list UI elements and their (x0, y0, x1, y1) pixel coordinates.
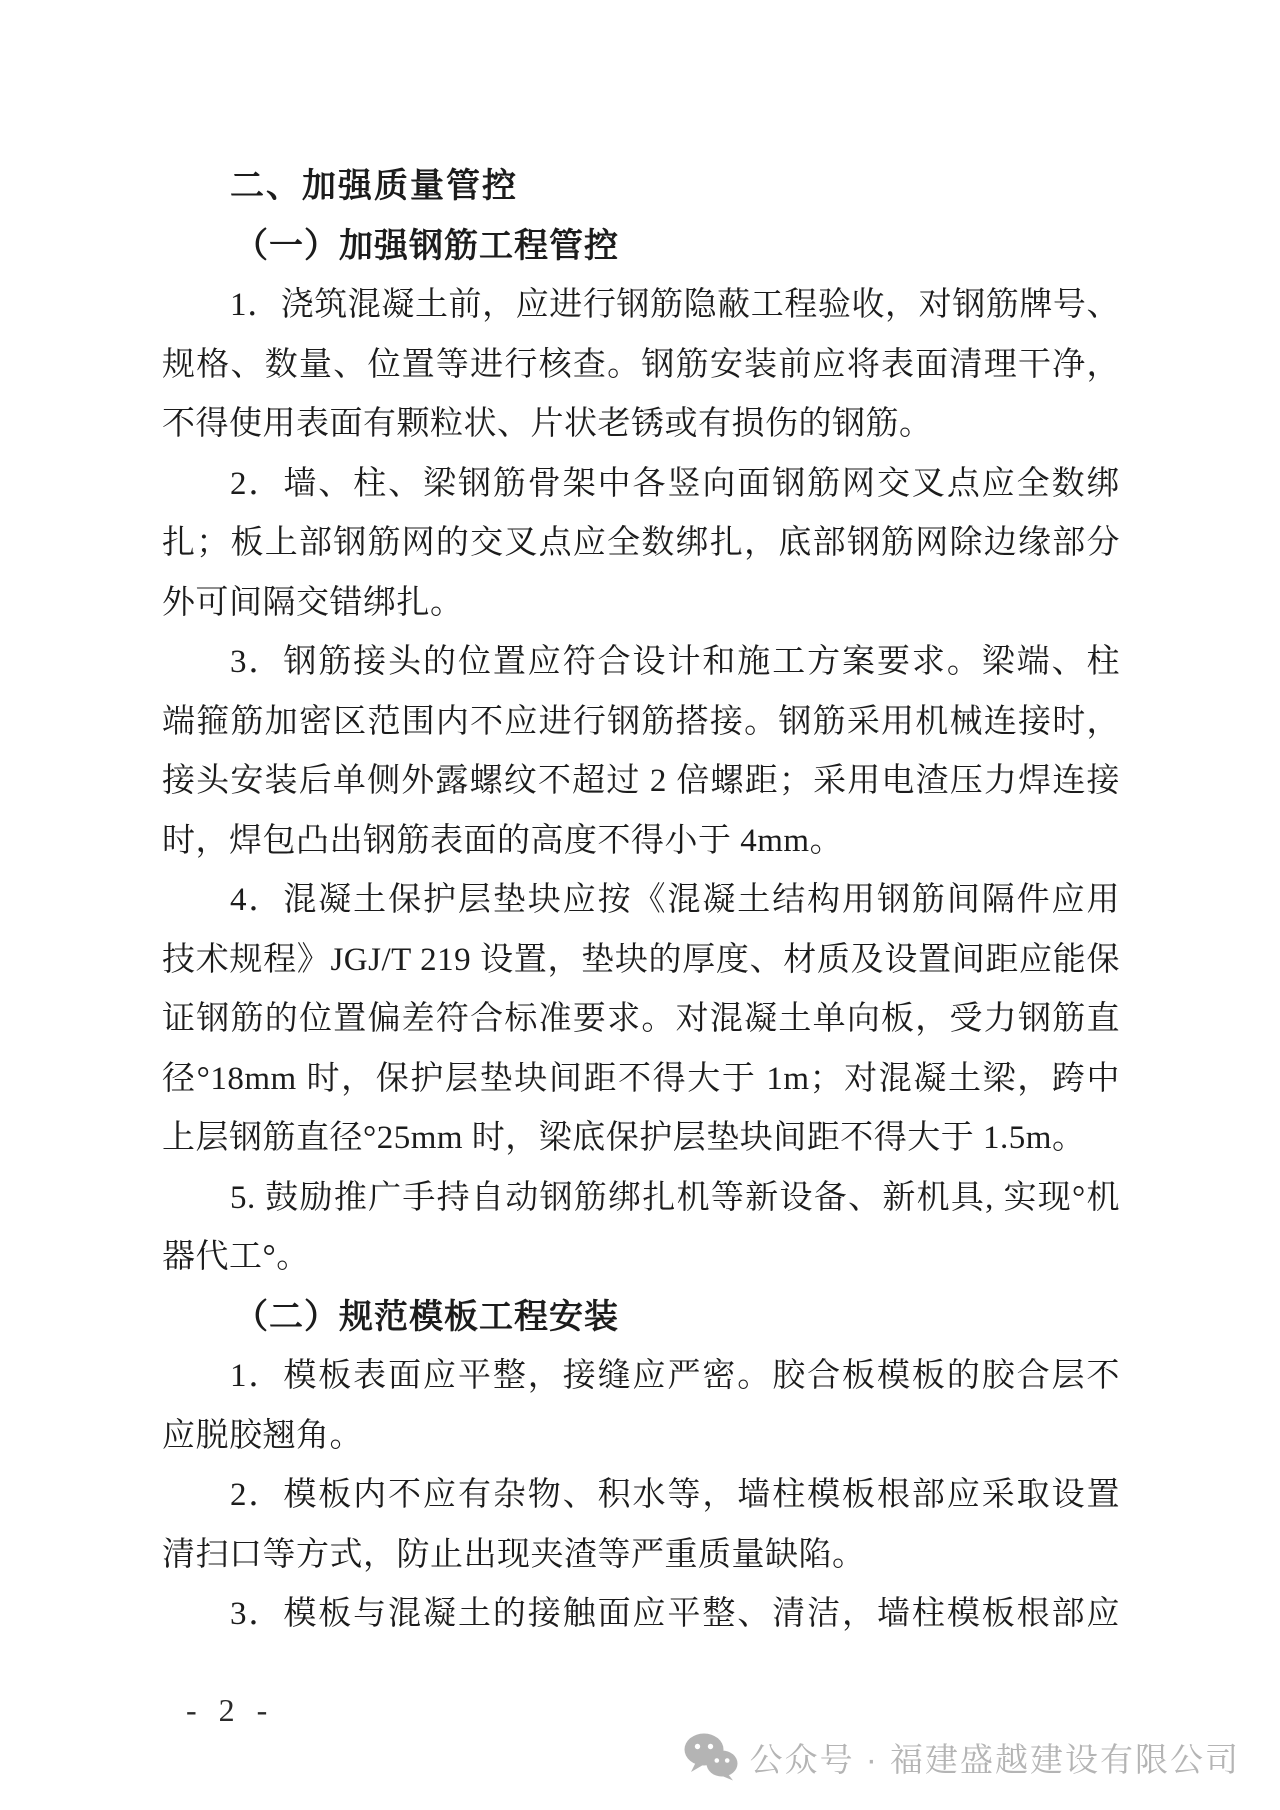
paragraph-line: 3．钢筋接头的位置应符合设计和施工方案要求。梁端、柱 (230, 644, 1120, 680)
watermark-text: 公众号 · 福建盛越建设有限公司 (749, 1740, 1240, 1778)
paragraph-line: 器代工°。 (162, 1239, 310, 1275)
paragraph-line: 扎；板上部钢筋网的交叉点应全数绑扎，底部钢筋网除边缘部分 (162, 525, 1120, 561)
document-body (162, 157, 1120, 1645)
paragraph-line: 3．模板与混凝土的接触面应平整、清洁，墙柱模板根部应 (230, 1596, 1120, 1632)
paragraph-line: 2．模板内不应有杂物、积水等，墙柱模板根部应采取设置 (230, 1477, 1120, 1513)
paragraph-line: 规格、数量、位置等进行核查。钢筋安装前应将表面清理干净， (162, 346, 1120, 383)
paragraph-line: 外可间隔交错绑扎。 (162, 584, 464, 621)
watermark (684, 1733, 1240, 1781)
paragraph-line: 5. 鼓励推广手持自动钢筋绑扎机等新设备、新机具, 实现°机 (230, 1179, 1120, 1216)
paragraph-line: 应脱胶翘角。 (162, 1417, 363, 1454)
main-heading: 二、加强质量管控 (230, 167, 518, 205)
subsection-1-heading: （一）加强钢筋工程管控 (234, 226, 619, 265)
subsection-2-heading: （二）规范模板工程安装 (234, 1297, 619, 1336)
paragraph-line: 1．浇筑混凝土前，应进行钢筋隐蔽工程验收，对钢筋牌号、 (230, 287, 1120, 323)
wechat-icon (684, 1733, 738, 1781)
page-number: - 2 - (186, 1692, 275, 1728)
paragraph-line: 证钢筋的位置偏差符合标准要求。对混凝土单向板，受力钢筋直 (162, 1001, 1120, 1037)
paragraph-line: 2．墙、柱、梁钢筋骨架中各竖向面钢筋网交叉点应全数绑 (230, 465, 1120, 502)
paragraph-line: 清扫口等方式，防止出现夹渣等严重质量缺陷。 (162, 1536, 866, 1573)
paragraph-line: 端箍筋加密区范围内不应进行钢筋搭接。钢筋采用机械连接时， (162, 703, 1120, 740)
paragraph-line: 不得使用表面有颗粒状、片状老锈或有损伤的钢筋。 (162, 406, 933, 442)
paragraph-line: 上层钢筋直径°25mm 时，梁底保护层垫块间距不得大于 1.5m。 (162, 1120, 1086, 1156)
paragraph-line: 4．混凝土保护层垫块应按《混凝土结构用钢筋间隔件应用 (230, 882, 1120, 918)
paragraph-line: 径°18mm 时，保护层垫块间距不得大于 1m；对混凝土梁，跨中 (162, 1060, 1120, 1097)
paragraph-line: 技术规程》JGJ/T 219 设置，垫块的厚度、材质及设置间距应能保 (162, 941, 1120, 978)
paragraph-line: 1．模板表面应平整，接缝应严密。胶合板模板的胶合层不 (230, 1358, 1120, 1394)
paragraph-line: 接头安装后单侧外露螺纹不超过 2 倍螺距；采用电渣压力焊连接 (162, 763, 1120, 799)
paragraph-line: 时，焊包凸出钢筋表面的高度不得小于 4mm。 (162, 822, 844, 859)
